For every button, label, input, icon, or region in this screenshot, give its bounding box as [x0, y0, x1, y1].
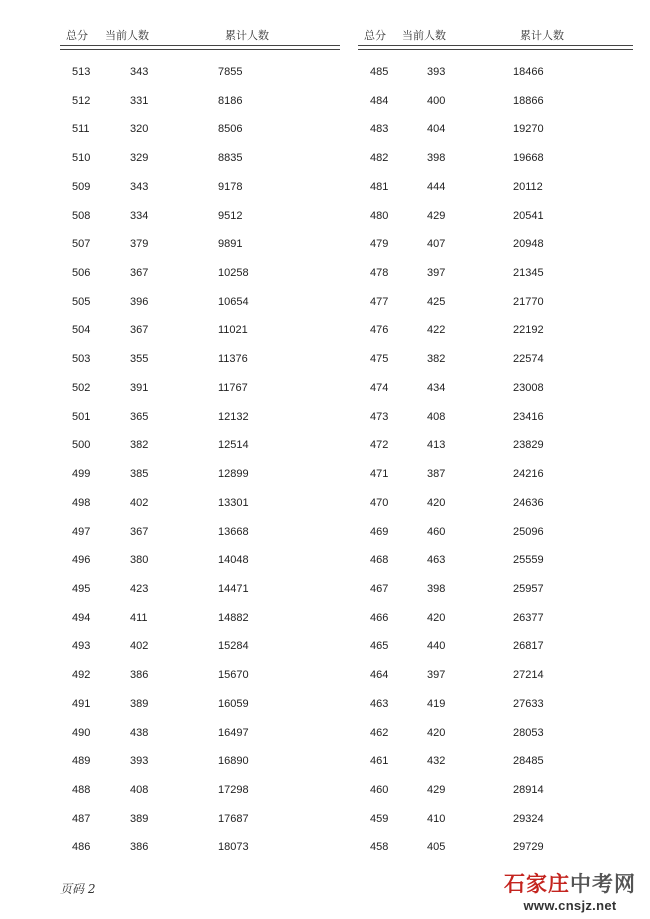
- score-cell: 504: [72, 324, 91, 337]
- cumulative-count-cell: 9178: [218, 180, 243, 193]
- score-cell: 497: [72, 525, 91, 538]
- cumulative-count-cell: 14471: [218, 582, 249, 595]
- table-row: [358, 690, 633, 719]
- cumulative-count-cell: 15670: [218, 669, 249, 682]
- score-cell: 486: [72, 841, 91, 854]
- page-number: 页码 2: [60, 882, 96, 896]
- table-row: [60, 431, 340, 460]
- cumulative-count-cell: 7855: [218, 66, 243, 78]
- score-cell: 506: [72, 267, 91, 280]
- score-cell: 476: [370, 324, 389, 337]
- score-cell: 479: [370, 238, 389, 251]
- watermark-brand-rest: 中考网: [570, 871, 636, 896]
- current-count-cell: 393: [427, 66, 446, 78]
- current-count-cell: 386: [130, 841, 149, 854]
- score-cell: 501: [72, 410, 91, 423]
- right-table-header: [358, 27, 633, 43]
- table-row: [60, 173, 340, 202]
- score-cell: 470: [370, 496, 389, 509]
- cumulative-count-cell: 22192: [513, 324, 544, 337]
- score-cell: 510: [72, 152, 91, 165]
- current-count-cell: 410: [427, 812, 446, 825]
- header-rule-bottom: [358, 49, 633, 50]
- current-count-cell: 389: [130, 697, 149, 710]
- score-cell: 500: [72, 439, 91, 452]
- table-row: [60, 316, 340, 345]
- current-count-cell: 387: [427, 468, 446, 481]
- score-cell: 458: [370, 841, 389, 854]
- right-table-body: [358, 58, 633, 862]
- table-row: [60, 747, 340, 776]
- current-count-cell: 419: [427, 697, 446, 710]
- current-count-cell: 420: [427, 496, 446, 509]
- table-row: [60, 58, 340, 87]
- current-count-cell: 408: [427, 410, 446, 423]
- cumulative-count-cell: 14882: [218, 611, 249, 624]
- current-count-cell: 382: [427, 353, 446, 366]
- table-row: [60, 833, 340, 862]
- score-cell: 481: [370, 180, 389, 193]
- table-row: [60, 719, 340, 748]
- current-count-cell: 389: [130, 812, 149, 825]
- cumulative-count-cell: 12132: [218, 410, 249, 423]
- cumulative-count-cell: 22574: [513, 353, 544, 366]
- cumulative-count-cell: 18466: [513, 66, 544, 78]
- score-cell: 494: [72, 611, 91, 624]
- cumulative-count-cell: 9891: [218, 238, 243, 251]
- current-count-cell: 434: [427, 381, 446, 394]
- score-cell: 513: [72, 66, 91, 78]
- cumulative-count-cell: 25957: [513, 582, 544, 595]
- current-count-cell: 400: [427, 94, 446, 107]
- current-count-cell: 438: [130, 726, 149, 739]
- table-row: [358, 747, 633, 776]
- current-count-cell: 397: [427, 669, 446, 682]
- cumulative-count-cell: 25559: [513, 554, 544, 567]
- cumulative-count-cell: 20541: [513, 209, 544, 222]
- score-cell: 464: [370, 669, 389, 682]
- current-count-cell: 444: [427, 180, 446, 193]
- table-row: [60, 460, 340, 489]
- table-row: [60, 288, 340, 317]
- cumulative-count-cell: 20948: [513, 238, 544, 251]
- table-row: [60, 345, 340, 374]
- current-count-cell: 391: [130, 381, 149, 394]
- score-cell: 487: [72, 812, 91, 825]
- current-count-cell: 385: [130, 468, 149, 481]
- score-cell: 492: [72, 669, 91, 682]
- cumulative-count-cell: 24216: [513, 468, 544, 481]
- table-row: [358, 316, 633, 345]
- site-watermark-logo: [504, 868, 636, 913]
- score-cell: 480: [370, 209, 389, 222]
- table-row: [60, 230, 340, 259]
- cumulative-count-cell: 8186: [218, 94, 243, 107]
- score-cell: 512: [72, 94, 91, 107]
- current-count-cell: 355: [130, 353, 149, 366]
- table-row: [358, 403, 633, 432]
- current-count-cell: 396: [130, 295, 149, 308]
- current-count-cell: 420: [427, 726, 446, 739]
- score-cell: 471: [370, 468, 389, 481]
- score-cell: 491: [72, 697, 91, 710]
- table-row: [60, 115, 340, 144]
- current-count-cell: 334: [130, 209, 149, 222]
- score-cell: 511: [72, 123, 90, 136]
- table-row: [358, 546, 633, 575]
- cumulative-count-cell: 17687: [218, 812, 249, 825]
- watermark-brand: [504, 868, 636, 898]
- table-row: [60, 489, 340, 518]
- table-row: [358, 431, 633, 460]
- table-row: [358, 173, 633, 202]
- score-cell: 459: [370, 812, 389, 825]
- cumulative-count-cell: 9512: [218, 209, 243, 222]
- cumulative-count-cell: 21770: [513, 295, 544, 308]
- current-count-cell: 367: [130, 324, 149, 337]
- cumulative-count-cell: 26817: [513, 640, 544, 653]
- table-row: [358, 776, 633, 805]
- score-cell: 508: [72, 209, 91, 222]
- cumulative-count-cell: 14048: [218, 554, 249, 567]
- table-row: [358, 202, 633, 231]
- score-cell: 507: [72, 238, 91, 251]
- score-cell: 478: [370, 267, 389, 280]
- table-row: [358, 374, 633, 403]
- score-cell: 468: [370, 554, 389, 567]
- current-count-cell: 413: [427, 439, 446, 452]
- cumulative-count-cell: 23829: [513, 439, 544, 452]
- score-cell: 460: [370, 783, 389, 796]
- cumulative-count-cell: 18073: [218, 841, 249, 854]
- score-cell: 503: [72, 353, 91, 366]
- cumulative-count-cell: 16059: [218, 697, 249, 710]
- cumulative-count-cell: 28914: [513, 783, 544, 796]
- table-row: [60, 259, 340, 288]
- table-row: [358, 259, 633, 288]
- table-row: [358, 518, 633, 547]
- watermark-url: www.cnsjz.net: [523, 898, 617, 913]
- current-count-cell: 425: [427, 295, 446, 308]
- cumulative-count-cell: 13301: [218, 496, 249, 509]
- cumulative-count-cell: 15284: [218, 640, 249, 653]
- score-cell: 505: [72, 295, 91, 308]
- current-count-cell: 405: [427, 841, 446, 854]
- score-cell: 477: [370, 295, 389, 308]
- cumulative-count-cell: 27633: [513, 697, 544, 710]
- table-row: [60, 575, 340, 604]
- score-cell: 475: [370, 353, 389, 366]
- cumulative-count-cell: 16890: [218, 755, 249, 768]
- score-cell: 496: [72, 554, 91, 567]
- current-count-cell: 379: [130, 238, 149, 251]
- score-cell: 498: [72, 496, 91, 509]
- cumulative-count-cell: 29729: [513, 841, 544, 854]
- table-row: [358, 288, 633, 317]
- table-row: [358, 489, 633, 518]
- cumulative-count-cell: 10258: [218, 267, 249, 280]
- score-cell: 499: [72, 468, 91, 481]
- cumulative-count-cell: 25096: [513, 525, 544, 538]
- table-row: [60, 632, 340, 661]
- cumulative-count-cell: 12899: [218, 468, 249, 481]
- score-cell: 485: [370, 66, 389, 78]
- current-count-cell: 420: [427, 611, 446, 624]
- score-cell: 493: [72, 640, 91, 653]
- score-cell: 466: [370, 611, 389, 624]
- header-rule-top: [60, 45, 340, 46]
- cumulative-count-cell: 8835: [218, 152, 243, 165]
- table-row: [60, 374, 340, 403]
- current-count-cell: 440: [427, 640, 446, 653]
- table-row: [60, 403, 340, 432]
- score-cell: 489: [72, 755, 91, 768]
- watermark-brand-script: 石家庄: [504, 871, 570, 896]
- cumulative-count-cell: 11376: [218, 353, 248, 366]
- score-cell: 469: [370, 525, 389, 538]
- table-row: [358, 115, 633, 144]
- cumulative-count-cell: 17298: [218, 783, 249, 796]
- table-row: [60, 518, 340, 547]
- score-cell: 483: [370, 123, 389, 136]
- current-count-cell: 422: [427, 324, 446, 337]
- table-row: [60, 690, 340, 719]
- score-cell: 490: [72, 726, 91, 739]
- score-cell: 509: [72, 180, 91, 193]
- cumulative-count-cell: 11021: [218, 324, 248, 337]
- score-cell: 488: [72, 783, 91, 796]
- cumulative-count-cell: 18866: [513, 94, 544, 107]
- current-count-cell: 463: [427, 554, 446, 567]
- table-row: [60, 546, 340, 575]
- table-row: [60, 661, 340, 690]
- current-count-cell: 460: [427, 525, 446, 538]
- table-row: [60, 202, 340, 231]
- cumulative-count-cell: 29324: [513, 812, 544, 825]
- current-count-cell: 407: [427, 238, 446, 251]
- cumulative-count-cell: 19270: [513, 123, 544, 136]
- current-count-cell: 329: [130, 152, 149, 165]
- left-table-body: [60, 58, 340, 862]
- current-count-cell: 343: [130, 66, 149, 78]
- cumulative-count-cell: 12514: [218, 439, 249, 452]
- current-count-cell: 402: [130, 640, 149, 653]
- header-score: 总分: [66, 29, 88, 42]
- cumulative-count-cell: 28053: [513, 726, 544, 739]
- cumulative-count-cell: 24636: [513, 496, 544, 509]
- current-count-cell: 380: [130, 554, 149, 567]
- current-count-cell: 398: [427, 152, 446, 165]
- header-current: 当前人数: [402, 29, 446, 42]
- current-count-cell: 365: [130, 410, 149, 423]
- header-rule-top: [358, 45, 633, 46]
- header-rule-bottom: [60, 49, 340, 50]
- score-cell: 484: [370, 94, 389, 107]
- score-cell: 474: [370, 381, 389, 394]
- cumulative-count-cell: 21345: [513, 267, 544, 280]
- table-row: [358, 345, 633, 374]
- current-count-cell: 331: [130, 94, 149, 107]
- score-cell: 467: [370, 582, 389, 595]
- current-count-cell: 320: [130, 123, 149, 136]
- table-row: [60, 776, 340, 805]
- table-row: [358, 575, 633, 604]
- cumulative-count-cell: 8506: [218, 123, 243, 136]
- score-cell: 482: [370, 152, 389, 165]
- score-cell: 502: [72, 381, 91, 394]
- current-count-cell: 393: [130, 755, 149, 768]
- table-row: [358, 719, 633, 748]
- score-cell: 473: [370, 410, 389, 423]
- cumulative-count-cell: 20112: [513, 180, 543, 193]
- score-cell: 463: [370, 697, 389, 710]
- cumulative-count-cell: 11767: [218, 381, 248, 394]
- header-current: 当前人数: [105, 29, 149, 42]
- score-cell: 495: [72, 582, 91, 595]
- current-count-cell: 429: [427, 209, 446, 222]
- current-count-cell: 343: [130, 180, 149, 193]
- table-row: [358, 604, 633, 633]
- cumulative-count-cell: 26377: [513, 611, 544, 624]
- current-count-cell: 423: [130, 582, 149, 595]
- cumulative-count-cell: 16497: [218, 726, 249, 739]
- current-count-cell: 411: [130, 611, 148, 624]
- score-cell: 472: [370, 439, 389, 452]
- current-count-cell: 397: [427, 267, 446, 280]
- header-cumulative: 累计人数: [225, 29, 269, 42]
- current-count-cell: 382: [130, 439, 149, 452]
- current-count-cell: 367: [130, 525, 149, 538]
- table-row: [358, 87, 633, 116]
- table-row: [60, 87, 340, 116]
- table-row: [358, 632, 633, 661]
- current-count-cell: 408: [130, 783, 149, 796]
- cumulative-count-cell: 23416: [513, 410, 544, 423]
- current-count-cell: 402: [130, 496, 149, 509]
- table-row: [358, 805, 633, 834]
- current-count-cell: 404: [427, 123, 446, 136]
- table-row: [358, 833, 633, 862]
- table-row: [358, 460, 633, 489]
- current-count-cell: 398: [427, 582, 446, 595]
- score-cell: 465: [370, 640, 389, 653]
- header-score: 总分: [364, 29, 386, 42]
- cumulative-count-cell: 28485: [513, 755, 544, 768]
- current-count-cell: 386: [130, 669, 149, 682]
- cumulative-count-cell: 10654: [218, 295, 249, 308]
- header-cumulative: 累计人数: [520, 29, 564, 42]
- current-count-cell: 432: [427, 755, 446, 768]
- current-count-cell: 367: [130, 267, 149, 280]
- cumulative-count-cell: 19668: [513, 152, 544, 165]
- table-row: [358, 230, 633, 259]
- score-cell: 462: [370, 726, 389, 739]
- cumulative-count-cell: 23008: [513, 381, 544, 394]
- table-row: [60, 144, 340, 173]
- cumulative-count-cell: 27214: [513, 669, 544, 682]
- cumulative-count-cell: 13668: [218, 525, 249, 538]
- current-count-cell: 429: [427, 783, 446, 796]
- left-table-header: [60, 27, 340, 43]
- table-row: [358, 58, 633, 87]
- table-row: [358, 144, 633, 173]
- score-cell: 461: [370, 755, 389, 768]
- table-row: [60, 805, 340, 834]
- table-row: [358, 661, 633, 690]
- table-row: [60, 604, 340, 633]
